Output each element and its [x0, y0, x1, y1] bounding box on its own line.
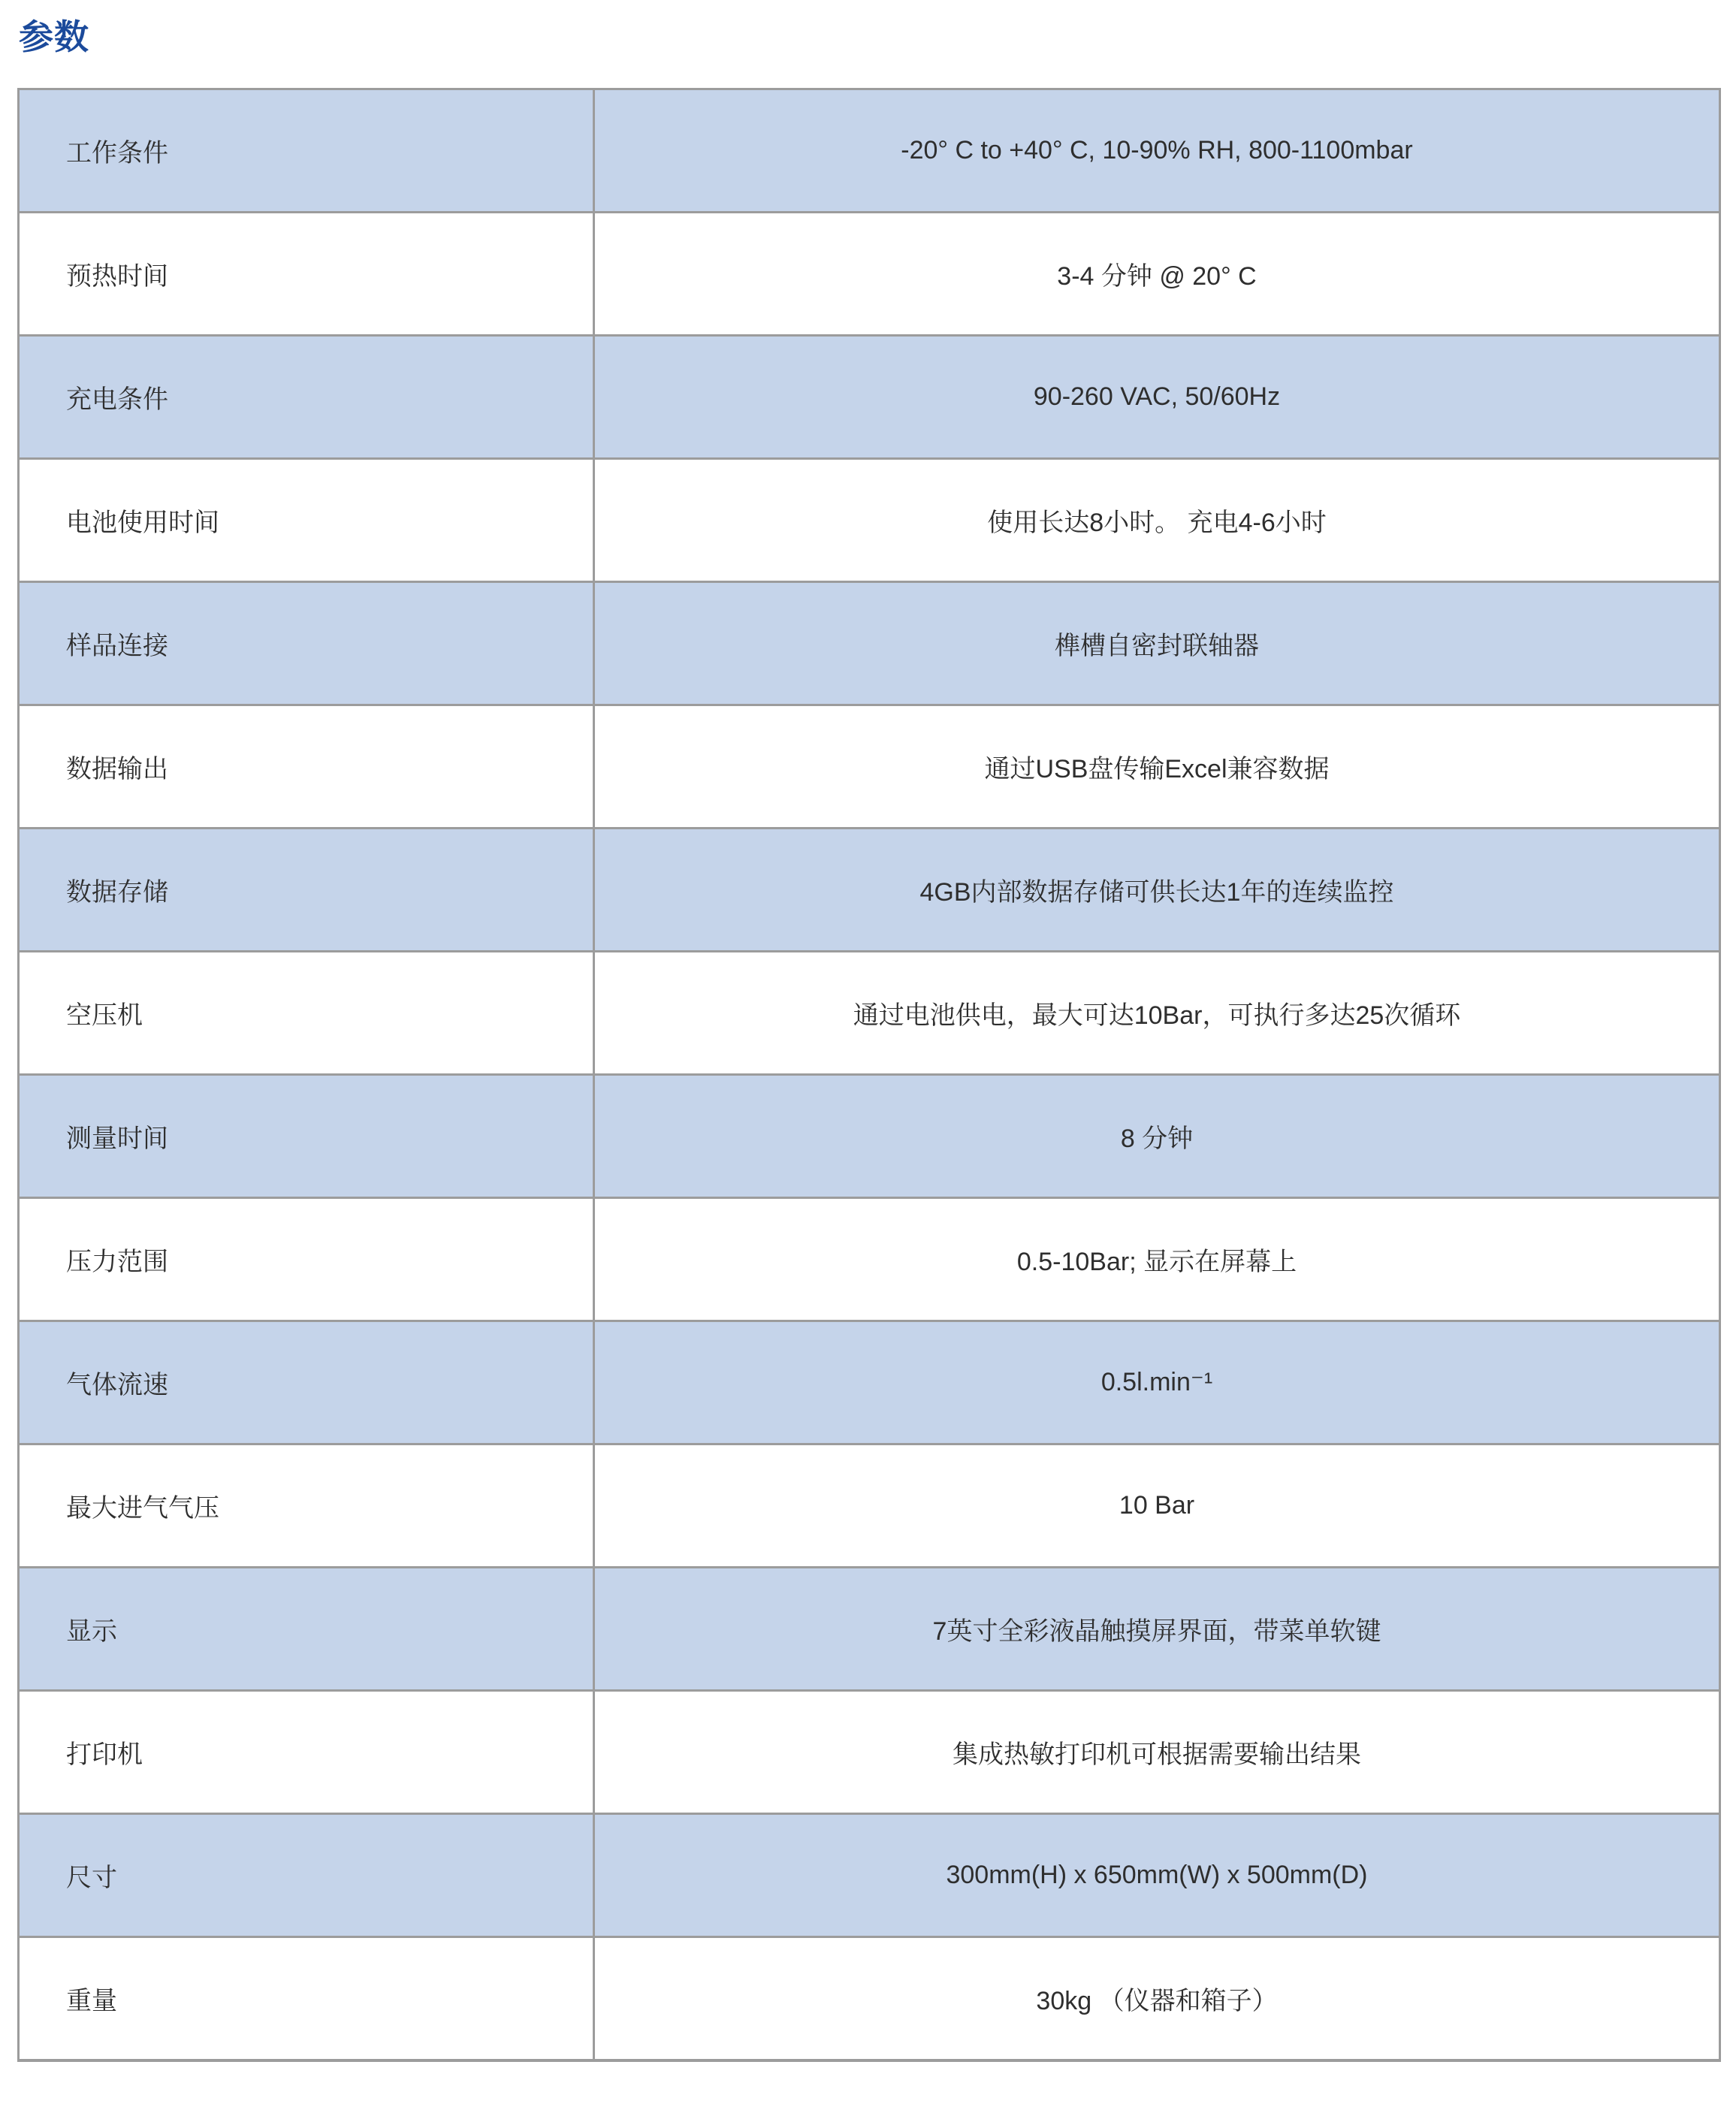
spec-label: 打印机 — [19, 1690, 594, 1813]
spec-value: 通过电池供电，最大可达10Bar，可执行多达25次循环 — [594, 951, 1720, 1074]
table-row — [19, 1813, 1720, 1936]
spec-label: 最大进气气压 — [19, 1444, 594, 1567]
spec-label: 尺寸 — [19, 1813, 594, 1936]
spec-value: 8 分钟 — [594, 1074, 1720, 1197]
spec-value: 4GB内部数据存储可供长达1年的连续监控 — [594, 828, 1720, 951]
spec-value: 榫槽自密封联轴器 — [594, 581, 1720, 705]
spec-value: 30kg （仪器和箱子） — [594, 1936, 1720, 2060]
spec-label: 气体流速 — [19, 1321, 594, 1444]
table-row — [19, 1197, 1720, 1321]
spec-value: 300mm(H) x 650mm(W) x 500mm(D) — [594, 1813, 1720, 1936]
spec-label: 空压机 — [19, 951, 594, 1074]
table-row — [19, 951, 1720, 1074]
table-row — [19, 705, 1720, 828]
table-row — [19, 828, 1720, 951]
table-row — [19, 1074, 1720, 1197]
spec-label: 显示 — [19, 1567, 594, 1690]
table-row — [19, 1444, 1720, 1567]
spec-label: 数据输出 — [19, 705, 594, 828]
table-row — [19, 335, 1720, 458]
table-row — [19, 1321, 1720, 1444]
spec-value: 10 Bar — [594, 1444, 1720, 1567]
spec-value: 90-260 VAC, 50/60Hz — [594, 335, 1720, 458]
page-title: 参数 — [19, 17, 89, 56]
table-row — [19, 581, 1720, 705]
spec-value: 7英寸全彩液晶触摸屏界面，带菜单软键 — [594, 1567, 1720, 1690]
spec-label: 重量 — [19, 1936, 594, 2060]
spec-value: 使用长达8小时。 充电4-6小时 — [594, 458, 1720, 581]
table-row — [19, 1567, 1720, 1690]
spec-value: 集成热敏打印机可根据需要输出结果 — [594, 1690, 1720, 1813]
spec-value: -20° C to +40° C, 10-90% RH, 800-1100mbar — [594, 89, 1720, 212]
table-row — [19, 212, 1720, 335]
table-row — [19, 1936, 1720, 2060]
table-row — [19, 89, 1720, 212]
spec-label: 测量时间 — [19, 1074, 594, 1197]
table-row — [19, 458, 1720, 581]
spec-label: 样品连接 — [19, 581, 594, 705]
spec-label: 电池使用时间 — [19, 458, 594, 581]
spec-table — [17, 88, 1721, 2062]
spec-label: 工作条件 — [19, 89, 594, 212]
table-row — [19, 1690, 1720, 1813]
spec-label: 压力范围 — [19, 1197, 594, 1321]
spec-label: 预热时间 — [19, 212, 594, 335]
spec-value: 通过USB盘传输Excel兼容数据 — [594, 705, 1720, 828]
spec-label: 充电条件 — [19, 335, 594, 458]
spec-value: 3-4 分钟 @ 20° C — [594, 212, 1720, 335]
spec-table-body — [19, 89, 1720, 2060]
spec-label: 数据存储 — [19, 828, 594, 951]
spec-value: 0.5-10Bar; 显示在屏幕上 — [594, 1197, 1720, 1321]
spec-value: 0.5l.min⁻¹ — [594, 1321, 1720, 1444]
